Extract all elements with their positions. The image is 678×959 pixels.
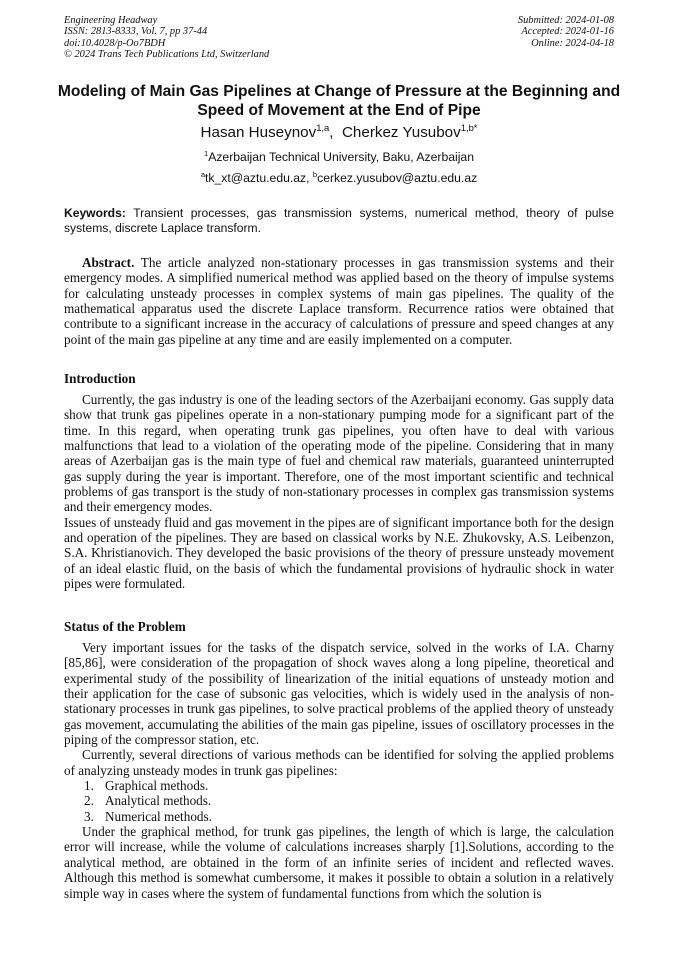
introduction-body bbox=[64, 392, 614, 591]
list-item bbox=[64, 793, 614, 808]
author-list bbox=[0, 123, 678, 142]
paper-title: Modeling of Main Gas Pipelines at Change of Pressure at the Beginning and Speed of Movement at the End of Pipe bbox=[57, 83, 621, 119]
keywords-text: Transient processes, gas transmission systems, numerical method, theory of pulse systems, discrete Laplace transform. bbox=[64, 206, 614, 236]
paragraph: Currently, the gas industry is one of the leading sectors of the Azerbaijani economy. Gas supply data show that trunk gas pipelines operate in a non-stationary pumping mode for a significant part of the time. In this regard, when operating trunk gas pipelines, you often have to deal with various malfunctions that lead to a violation of the operating mode of the pipeline. Considering that in many areas of Azerbaijan gas is the main type of fuel and chemical raw materials, guaranteed uninterrupted gas supply during the year is important. Therefore, one of the most important scientific and technical problems of gas transport is the study of non-stationary processes in complex gas transmission systems and their emergency modes. bbox=[64, 392, 614, 515]
author-separator: , bbox=[329, 124, 342, 141]
affiliation bbox=[0, 150, 678, 164]
email-separator: , bbox=[306, 171, 313, 185]
email-marker: b bbox=[312, 169, 318, 179]
author-name: Cherkez Yusubov bbox=[341, 124, 461, 141]
paragraph: Currently, several directions of various methods can be identified for solving the applied problems of analyzing unsteady modes in trunk gas pipelines: bbox=[64, 747, 614, 778]
email-address: cerkez.yusubov@aztu.edu.az bbox=[317, 171, 478, 185]
list-item bbox=[64, 778, 614, 793]
list-number: 2. bbox=[84, 793, 94, 809]
abstract-text: The article analyzed non-stationary processes in gas transmission systems and their emergency modes. A simplified numerical method was applied based on the theory of impulse systems for calculating unsteady processes in complex systems of main gas pipelines. The quality of the mathematical apparatus used the discrete Laplace transform. Recurrence ratios were obtained that contribute to a significant increase in the accuracy of calculations of pressure and speed changes at any point of the main gas pipeline at any time and are easily implemented on a computer. bbox=[64, 255, 614, 347]
status-heading: Status of the Problem bbox=[64, 619, 186, 634]
email-address: tk_xt@aztu.edu.az bbox=[205, 171, 307, 185]
abstract-label: Abstract. bbox=[82, 255, 135, 270]
publication-dates bbox=[518, 15, 614, 49]
submitted-date: Submitted: 2024-01-08 bbox=[517, 15, 614, 26]
author-name: Hasan Huseynov bbox=[200, 124, 317, 141]
author-emails bbox=[0, 171, 678, 185]
author-affiliation-marker: 1,a bbox=[316, 121, 330, 133]
issn-line: ISSN: 2813-8333, Vol. 7, pp 37-44 bbox=[64, 26, 208, 38]
doi-line: doi:10.4028/p-Oo7BDH bbox=[64, 37, 166, 49]
online-date: Online: 2024-04-18 bbox=[531, 37, 614, 49]
abstract-block bbox=[64, 255, 614, 347]
affiliation-text: Azerbaijan Technical University, Baku, Azerbaijan bbox=[208, 150, 474, 164]
accepted-date: Accepted: 2024-01-16 bbox=[521, 26, 614, 38]
list-item-text: Numerical methods. bbox=[105, 808, 212, 824]
keywords-block bbox=[64, 206, 614, 236]
introduction-heading: Introduction bbox=[64, 371, 136, 386]
journal-info bbox=[64, 15, 269, 61]
author-affiliation-marker: 1,b* bbox=[460, 121, 478, 133]
affiliation-marker: 1 bbox=[204, 148, 209, 158]
list-number: 3. bbox=[84, 808, 94, 824]
paragraph: Very important issues for the tasks of the dispatch service, solved in the works of I.A. Charny [85,86], were consideration of the propagation of shock waves along a long pipeline, theoretical and experimental study of the possibility of linearization of the initial equations of unsteady motion and their application for the case of subsonic gas velocities, which is widely used in the analysis of non-stationary processes in trunk gas pipelines, to solve practical problems of the applied theory of unsteady gas movement, accumulating the abilities of the main gas pipeline, issues of oscillatory processes in the piping of the compressor station, etc. bbox=[64, 640, 614, 748]
paragraph: Under the graphical method, for trunk gas pipelines, the length of which is large, the calculation error will increase, while the volume of calculations increases sharply [1].Solutions, according to the analytical method, are obtained in the form of an infinite series of incident and reflected waves. Although this method is somewhat cumbersome, it makes it possible to obtain a solution in a relatively simple way in cases where the system of fundamental functions from which the solution is bbox=[64, 824, 614, 901]
journal-name: Engineering Headway bbox=[64, 15, 158, 26]
copyright-line: © 2024 Trans Tech Publications Ltd, Switzerland bbox=[64, 49, 270, 61]
list-number: 1. bbox=[84, 778, 94, 794]
paragraph: Issues of unsteady fluid and gas movement in the pipes are of significant importance both for the design and operation of the pipelines. They are based on classical works by N.E. Zhukovsky, A.S. Leibenzon, S.A. Khristianovich. They developed the basic provisions of the theory of pressure unsteady movement of an ideal elastic fluid, on the basis of which the fundamental provisions of hydraulic shock in water pipes were formulated. bbox=[64, 514, 614, 592]
list-item-text: Analytical methods. bbox=[105, 793, 212, 809]
list-item bbox=[64, 809, 614, 824]
status-body bbox=[64, 640, 614, 901]
list-item-text: Graphical methods. bbox=[105, 778, 209, 794]
email-marker: a bbox=[200, 169, 206, 179]
methods-list bbox=[64, 778, 614, 824]
keywords-label: Keywords: bbox=[64, 206, 126, 220]
